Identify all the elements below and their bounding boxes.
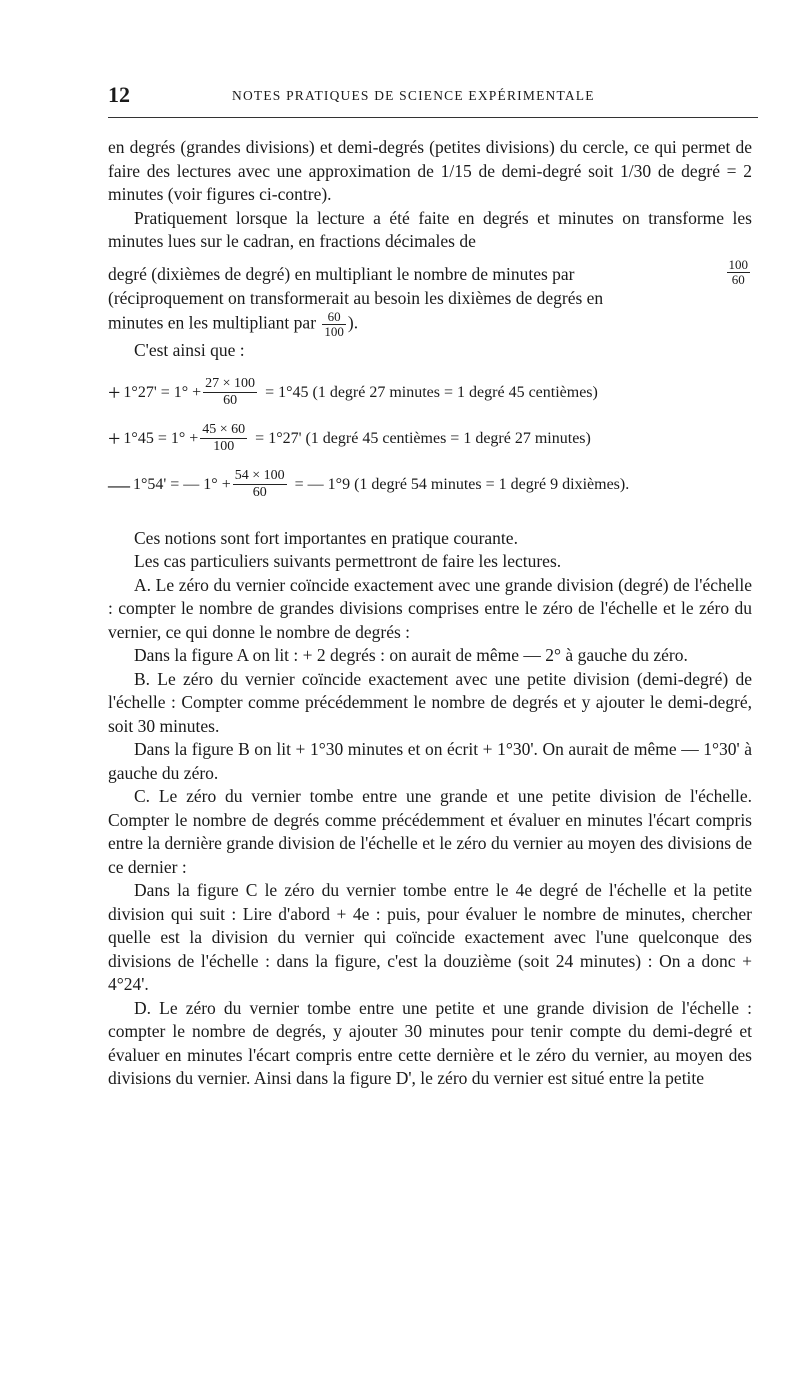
paragraph-case-a: A. Le zéro du vernier coïncide exactement avec une grande division (degré) de l'échelle : compter le nombre de grandes divisions comprises entre le zéro de l'échelle et le zéro du vernier, ce qui donne le nombre de degrés : — [108, 574, 752, 642]
reciprocal-line-2 — [108, 310, 752, 339]
fraction-numerator: 60 — [327, 309, 341, 324]
spacer — [108, 515, 752, 527]
fraction-denominator: 100 — [200, 438, 247, 455]
equation-sign: + — [108, 379, 121, 405]
paragraph-notions: Ces notions sont fort importantes en pratique courante. — [134, 527, 518, 548]
paragraph-case-c: C. Le zéro du vernier tombe entre une grande et une petite division de l'échelle. Compter le nombre de degrés comme précédemment et évaluer en minutes l'écart compris entre la dernière grande division de l'échelle et le zéro du vernier au moyen des divisions de ce dernier : — [108, 786, 752, 877]
header-rule — [108, 117, 758, 118]
fraction-denominator: 60 — [233, 484, 287, 501]
equation-3 — [108, 467, 752, 503]
paragraph-case-b: B. Le zéro du vernier coïncide exactement avec une petite division (demi-degré) de l'échelle : Compter comme précédemment le nombre de degrés et y ajouter le demi-degré, soit 30 minutes. — [108, 668, 752, 736]
fraction-numerator: 54 × 100 — [234, 468, 285, 483]
reciprocal-line: (réciproquement on transformerait au besoin les dixièmes de degrés en — [108, 287, 604, 308]
equation-rhs: = 1°27' (1 degré 45 centièmes = 1 degré 27 minutes) — [255, 429, 591, 447]
fraction-numerator: 45 × 60 — [202, 422, 246, 437]
fraction-100-over-60 — [727, 258, 751, 287]
paragraph-cas-particuliers: Les cas particuliers suivants permettront de faire les lectures. — [134, 551, 562, 571]
equation-rhs: = — 1°9 (1 degré 54 minutes = 1 degré 9 dixièmes). — [294, 475, 630, 493]
equation-2 — [108, 421, 752, 457]
fraction-numerator: 27 × 100 — [205, 376, 256, 391]
equation-sign: + — [108, 425, 121, 451]
equation-1 — [108, 375, 752, 411]
equation-lhs: 1°27' = 1° + — [123, 383, 202, 401]
fraction-denominator: 60 — [203, 392, 257, 409]
paragraph-cest-ainsi: C'est ainsi que : — [134, 340, 245, 360]
conversion-line — [108, 258, 752, 287]
conversion-line-text: degré (dixièmes de degré) en multipliant le nombre de minutes par — [108, 264, 575, 284]
equations-block — [108, 375, 752, 503]
equation-lhs: 1°54' = — 1° + — [133, 475, 231, 493]
page-number: 12 — [108, 82, 130, 107]
paragraph-figure-a: Dans la figure A on lit : + 2 degrés : on aurait de même — 2° à gauche du zéro. — [134, 645, 688, 665]
equation-sign: — — [108, 471, 130, 497]
running-title: NOTES PRATIQUES DE SCIENCE EXPÉRIMENTALE — [232, 88, 595, 103]
fraction-denominator: 60 — [727, 272, 751, 287]
closing-paren: ). — [347, 312, 359, 333]
equation-rhs: = 1°45 (1 degré 27 minutes = 1 degré 45 centièmes) — [265, 383, 598, 401]
fraction-60-over-100 — [322, 310, 346, 339]
fraction-denominator: 100 — [324, 324, 344, 339]
paragraph-pratiquement-text: Pratiquement lorsque la lecture a été faite en degrés et minutes on transforme les minutes lues sur le cadran, en fractions décimales de — [108, 207, 752, 251]
paragraph-figure-c: Dans la figure C le zéro du vernier tombe entre le 4e degré de l'échelle et la petite division qui suit : Lire d'abord + 4e : puis, pour évaluer le nombre de minutes, chercher quelle est la division du vernier qui coïncide exactement avec l'une quelconque des divisions de l'échelle : dans la figure, c'est la douzième (soit 24 minutes) : On a donc + 4°24'. — [108, 880, 752, 994]
paragraph-pratiquement — [108, 207, 752, 254]
reciprocal-line-2-text: minutes en les multipliant par — [108, 312, 317, 333]
equation-fraction — [233, 468, 287, 501]
equation-fraction — [200, 422, 247, 455]
page-header — [108, 82, 756, 112]
fraction-numerator: 100 — [728, 256, 748, 272]
equation-lhs: 1°45 = 1° + — [123, 429, 199, 447]
paragraph-continuation: en degrés (grandes divisions) et demi-degrés (petites divisions) du cercle, ce qui permet de faire des lectures avec une approximation de 1/15 de demi-degré soit 1/30 de degré = 2 minutes (voir figures ci-contre). — [108, 137, 752, 204]
paragraph-figure-b: Dans la figure B on lit + 1°30 minutes et on écrit + 1°30'. On aurait de même — 1°30' à gauche du zéro. — [108, 739, 752, 783]
equation-fraction — [203, 376, 257, 409]
page-body — [108, 136, 752, 1091]
paragraph-case-d: D. Le zéro du vernier tombe entre une petite et une grande division de l'échelle : compter le nombre de degrés, y ajouter 30 minutes pour tenir compte du demi-degré et évaluer en minutes l'écart compris entre cette dernière et le zéro du vernier, au moyen des divisions du vernier. Ainsi dans la figure D', le zéro du vernier est situé entre la petite — [108, 997, 752, 1088]
